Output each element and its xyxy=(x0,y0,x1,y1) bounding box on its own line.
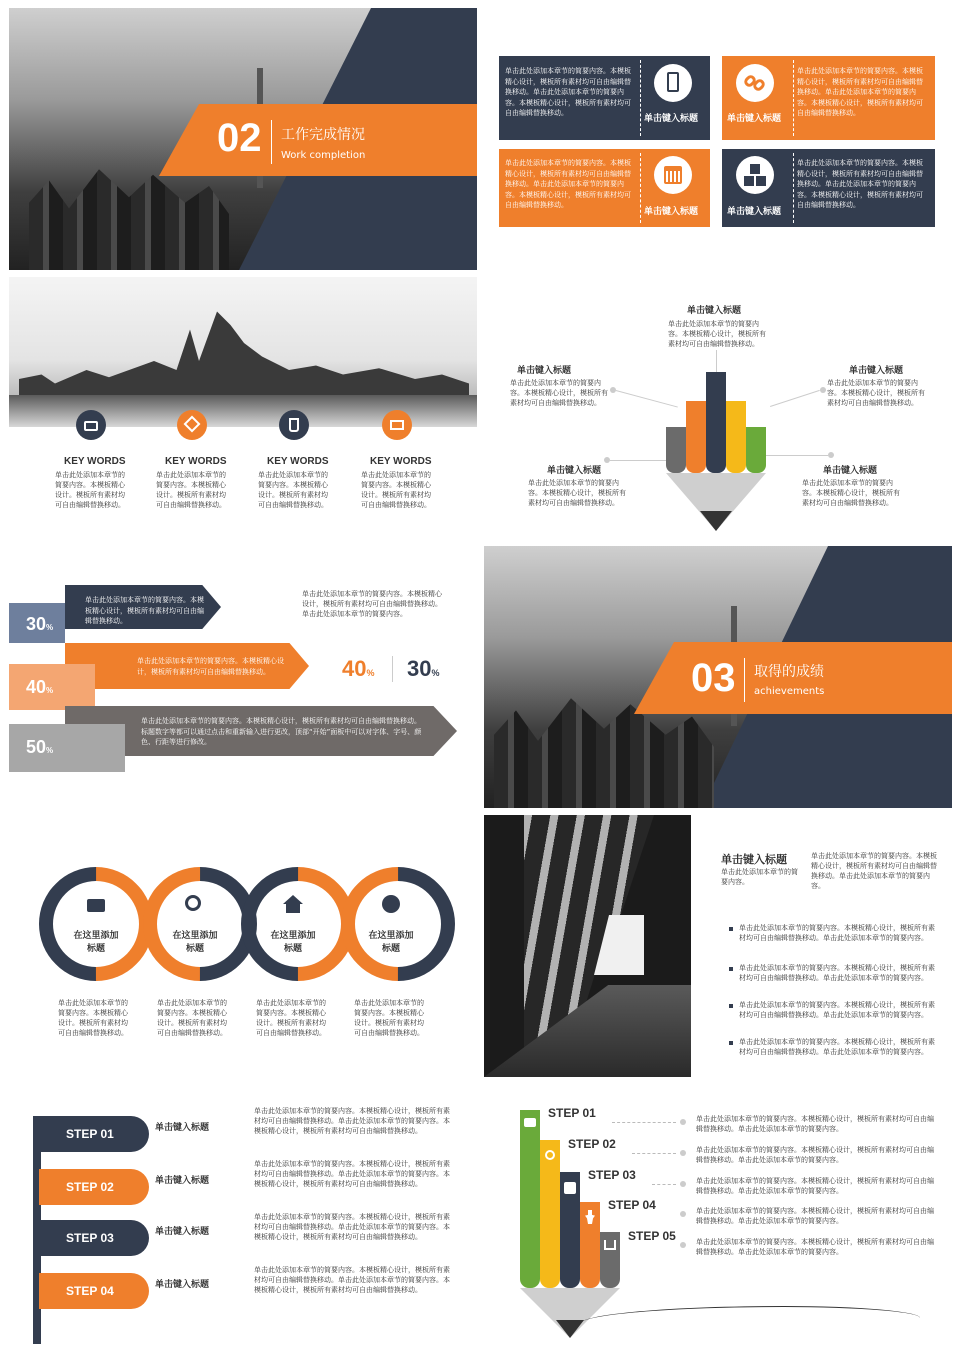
box-1-sep xyxy=(640,60,641,136)
right1-title: 单击键入标题 xyxy=(849,366,904,376)
arrow-1-text: 单击此处添加本章节的简要内容。本模板精心设计，模板所有素材均可自由编辑替换移动。 xyxy=(85,596,204,625)
step-3-label: STEP 03 xyxy=(66,1231,114,1245)
stat-1: 40% xyxy=(342,656,375,681)
step-4-label: STEP 04 xyxy=(66,1284,114,1298)
slide-steps xyxy=(9,1084,477,1346)
mail-icon xyxy=(382,410,412,440)
intro-text: 单击此处添加本章节的简要内容。本模板精心设计，模板所有素材均可自由编辑替换移动。单击此处添加本章节的简要内容。 xyxy=(811,852,937,890)
slide-corridor xyxy=(484,815,952,1077)
side-text: 单击此处添加本章节的简要内容。本模板精心设计，模板所有素材均可自由编辑替换移动。单击此处添加本章节的简要内容。 xyxy=(302,590,442,618)
kw-2-title: KEY WORDS xyxy=(165,456,227,467)
step-3-label: STEP 03 xyxy=(588,1168,636,1182)
section-title: 工作完成情况 xyxy=(281,127,365,143)
step-dot xyxy=(680,1119,686,1125)
step-3-text: 单击此处添加本章节的简要内容。本模板精心设计，模板所有素材均可自由编辑替换移动。单击此处添加本章节的简要内容。本模板精心设计，模板所有素材均可自由编辑替换移动。 xyxy=(254,1213,450,1241)
stat-divider xyxy=(392,656,393,682)
stat-2: 30% xyxy=(407,656,440,681)
kw-2-text: 单击此处添加本章节的简要内容。本模板精心设计。模板所有素材均可自由编辑替换移动。 xyxy=(156,471,226,509)
share-icon xyxy=(545,1150,555,1160)
phone-icon xyxy=(654,64,692,102)
top-text: 单击此处添加本章节的简要内容。本模板精心设计，模板所有素材均可自由编辑替换移动。 xyxy=(668,320,766,348)
ring-3-label: 在这里添加标题 xyxy=(270,931,316,954)
puzzle-icon xyxy=(564,1182,576,1194)
bar-green xyxy=(746,427,766,473)
calendar-icon xyxy=(654,156,692,194)
right2-title: 单击键入标题 xyxy=(823,466,878,476)
bullet-dot xyxy=(729,1004,733,1008)
connector-right2 xyxy=(766,455,828,456)
bullet-2: 单击此处添加本章节的简要内容。本模板精心设计，模板所有素材均可自由编辑替换移动。单击此处添加本章节的简要内容。 xyxy=(739,964,935,982)
right1-text: 单击此处添加本章节的简要内容。本模板精心设计，模板所有素材均可自由编辑替换移动。 xyxy=(827,379,925,407)
divider xyxy=(271,120,272,164)
title-sub: 单击此处添加本章节的简要内容。 xyxy=(721,868,798,886)
cubes-icon xyxy=(736,156,774,194)
link-icon xyxy=(736,64,774,102)
box-1-label: 单击键入标题 xyxy=(644,114,699,124)
box-1-text: 单击此处添加本章节的简要内容。本模板精心设计，模板所有素材均可自由编辑替换移动。单击此处添加本章节的简要内容。本模板精心设计，模板所有素材均可自由编辑替换移动。 xyxy=(505,67,631,117)
step-3-text: 单击此处添加本章节的简要内容。本模板精心设计，模板所有素材均可自由编辑替换移动。单击此处添加本章节的简要内容。 xyxy=(696,1177,934,1195)
bar-green xyxy=(520,1110,540,1288)
slide-keywords xyxy=(9,277,477,539)
slide-pencil xyxy=(484,277,952,539)
corridor-photo xyxy=(484,815,691,1077)
ring-4-text: 单击此处添加本章节的简要内容。本模板精心设计。模板所有素材均可自由编辑替换移动。 xyxy=(354,999,424,1037)
connector-right1 xyxy=(770,390,820,407)
left1-text: 单击此处添加本章节的简要内容。本模板精心设计，模板所有素材均可自由编辑替换移动。 xyxy=(510,379,608,407)
gear-icon xyxy=(382,895,400,913)
step-2-label: STEP 02 xyxy=(66,1180,114,1194)
arrow-2-text: 单击此处添加本章节的简要内容。本模板精心设计，模板所有素材均可自由编辑替换移动。 xyxy=(137,657,284,676)
section-subtitle: achievements xyxy=(754,686,825,697)
kw-4-title: KEY WORDS xyxy=(370,456,432,467)
box-4-label: 单击键入标题 xyxy=(727,207,782,217)
step-dot xyxy=(680,1150,686,1156)
step-dot xyxy=(680,1211,686,1217)
briefcase-icon xyxy=(76,410,106,440)
step-1-text: 单击此处添加本章节的简要内容。本模板精心设计，模板所有素材均可自由编辑替换移动。单击此处添加本章节的简要内容。本模板精心设计，模板所有素材均可自由编辑替换移动。 xyxy=(254,1107,450,1135)
step-1-title: 单击键入标题 xyxy=(155,1123,210,1133)
box-2-text: 单击此处添加本章节的简要内容。本模板精心设计，模板所有素材均可自由编辑替换移动。单击此处添加本章节的简要内容。本模板精心设计，模板所有素材均可自由编辑替换移动。 xyxy=(797,67,923,117)
bullet-dot xyxy=(729,967,733,971)
chat-icon xyxy=(524,1118,536,1127)
box-4-text: 单击此处添加本章节的简要内容。本模板精心设计，模板所有素材均可自由编辑替换移动。单击此处添加本章节的简要内容。本模板精心设计，模板所有素材均可自由编辑替换移动。 xyxy=(797,159,923,209)
step-dot xyxy=(680,1242,686,1248)
bar-orange xyxy=(686,401,706,473)
section-number: 02 xyxy=(217,116,262,160)
dot-right1 xyxy=(820,387,826,393)
step-2-leader xyxy=(632,1153,676,1154)
box-3-text: 单击此处添加本章节的简要内容。本模板精心设计，模板所有素材均可自由编辑替换移动。单击此处添加本章节的简要内容。本模板精心设计，模板所有素材均可自由编辑替换移动。 xyxy=(505,159,631,209)
slide-pencil-steps xyxy=(484,1084,952,1346)
step-2-text: 单击此处添加本章节的简要内容。本模板精心设计，模板所有素材均可自由编辑替换移动。单击此处添加本章节的简要内容。 xyxy=(696,1146,934,1164)
slide-rings xyxy=(9,815,477,1077)
ring-1-text: 单击此处添加本章节的简要内容。本模板精心设计。模板所有素材均可自由编辑替换移动。 xyxy=(58,999,128,1037)
left2-text: 单击此处添加本章节的简要内容。本模板精心设计，模板所有素材均可自由编辑替换移动。 xyxy=(528,479,626,507)
scribble-line xyxy=(580,1306,920,1336)
step-4-text: 单击此处添加本章节的简要内容。本模板精心设计，模板所有素材均可自由编辑替换移动。单击此处添加本章节的简要内容。 xyxy=(696,1207,934,1225)
bar-yellow xyxy=(726,401,746,473)
step-5-text: 单击此处添加本章节的简要内容。本模板精心设计，模板所有素材均可自由编辑替换移动。单击此处添加本章节的简要内容。 xyxy=(696,1238,934,1256)
section-title: 取得的成绩 xyxy=(754,664,824,680)
slide-four-boxes xyxy=(484,8,952,270)
pencil-lead xyxy=(700,511,732,531)
slide-section-03 xyxy=(484,546,952,808)
ring-2-text: 单击此处添加本章节的简要内容。本模板精心设计。模板所有素材均可自由编辑替换移动。 xyxy=(157,999,227,1037)
kw-1-title: KEY WORDS xyxy=(64,456,126,467)
slide-section-02 xyxy=(9,8,477,270)
ring-4 xyxy=(317,843,477,1004)
step-2-label: STEP 02 xyxy=(568,1137,616,1151)
bar-navy xyxy=(706,372,726,473)
right2-text: 单击此处添加本章节的简要内容。本模板精心设计，模板所有素材均可自由编辑替换移动。 xyxy=(802,479,900,507)
left2-title: 单击键入标题 xyxy=(547,466,602,476)
kw-4-text: 单击此处添加本章节的简要内容。本模板精心设计。模板所有素材均可自由编辑替换移动。 xyxy=(361,471,431,509)
connector-left2 xyxy=(610,460,666,461)
step-3-title: 单击键入标题 xyxy=(155,1227,210,1237)
step-2-text: 单击此处添加本章节的简要内容。本模板精心设计，模板所有素材均可自由编辑替换移动。单击此处添加本章节的简要内容。本模板精心设计，模板所有素材均可自由编辑替换移动。 xyxy=(254,1160,450,1188)
left1-title: 单击键入标题 xyxy=(517,366,572,376)
search-icon xyxy=(185,895,201,911)
bullet-3: 单击此处添加本章节的简要内容。本模板精心设计，模板所有素材均可自由编辑替换移动。单击此处添加本章节的简要内容。 xyxy=(739,1001,935,1019)
step-3-leader xyxy=(652,1184,676,1185)
step-4-title: 单击键入标题 xyxy=(155,1280,210,1290)
cart-icon xyxy=(604,1240,616,1250)
kw-3-text: 单击此处添加本章节的简要内容。本模板精心设计。模板所有素材均可自由编辑替换移动。 xyxy=(258,471,328,509)
connector-left1 xyxy=(616,390,678,408)
bullet-dot xyxy=(729,927,733,931)
top-title: 单击键入标题 xyxy=(687,306,742,316)
pct-2: 40% xyxy=(26,677,54,697)
bullet-1: 单击此处添加本章节的简要内容。本模板精心设计，模板所有素材均可自由编辑替换移动。单击此处添加本章节的简要内容。 xyxy=(739,924,935,942)
ring-3-text: 单击此处添加本章节的简要内容。本模板精心设计。模板所有素材均可自由编辑替换移动。 xyxy=(256,999,326,1037)
slide-percentages xyxy=(9,546,477,808)
step-1-label: STEP 01 xyxy=(66,1127,114,1141)
step-5-label: STEP 05 xyxy=(628,1229,676,1243)
layers-icon xyxy=(177,410,207,440)
box-2-sep xyxy=(793,60,794,136)
step-1-text: 单击此处添加本章节的简要内容。本模板精心设计，模板所有素材均可自由编辑替换移动。单击此处添加本章节的简要内容。 xyxy=(696,1115,934,1133)
bullet-4: 单击此处添加本章节的简要内容。本模板精心设计，模板所有素材均可自由编辑替换移动。单击此处添加本章节的简要内容。 xyxy=(739,1038,935,1056)
dot-right2 xyxy=(828,452,834,458)
divider xyxy=(744,658,745,702)
step-4-label: STEP 04 xyxy=(608,1198,656,1212)
ring-1-label: 在这里添加标题 xyxy=(73,931,119,954)
box-2-label: 单击键入标题 xyxy=(727,114,782,124)
ring-2-label: 在这里添加标题 xyxy=(172,931,218,954)
briefcase-icon xyxy=(87,899,105,912)
pct-3: 50% xyxy=(26,737,54,757)
pct-1: 30% xyxy=(26,614,54,634)
section-number: 03 xyxy=(691,656,736,700)
step-4-text: 单击此处添加本章节的简要内容。本模板精心设计，模板所有素材均可自由编辑替换移动。单击此处添加本章节的简要内容。本模板精心设计，模板所有素材均可自由编辑替换移动。 xyxy=(254,1266,450,1294)
arrow-3-text: 单击此处添加本章节的简要内容。本模板精心设计，模板所有素材均可自由编辑替换移动。标题数字等都可以通过点击和重新输入进行更改，顶部“开始”面板中可以对字体、字号、颜色、行距等进行修改。 xyxy=(141,717,422,746)
step-1-label: STEP 01 xyxy=(548,1106,596,1120)
step-dot xyxy=(680,1181,686,1187)
box-4-sep xyxy=(793,153,794,223)
kw-3-title: KEY WORDS xyxy=(267,456,329,467)
ring-4-label: 在这里添加标题 xyxy=(368,931,414,954)
step-2-title: 单击键入标题 xyxy=(155,1176,210,1186)
box-3-label: 单击键入标题 xyxy=(644,207,699,217)
title: 单击键入标题 xyxy=(721,853,787,866)
bar-yellow xyxy=(540,1140,560,1288)
bar-gray xyxy=(666,427,686,473)
bullet-dot xyxy=(729,1041,733,1045)
step-1-leader xyxy=(612,1122,676,1123)
section-subtitle: Work completion xyxy=(281,150,366,161)
box-3-sep xyxy=(640,153,641,223)
cup-icon xyxy=(279,410,309,440)
connector-top xyxy=(716,350,717,372)
kw-1-text: 单击此处添加本章节的简要内容。本模板精心设计。模板所有素材均可自由编辑替换移动。 xyxy=(55,471,125,509)
